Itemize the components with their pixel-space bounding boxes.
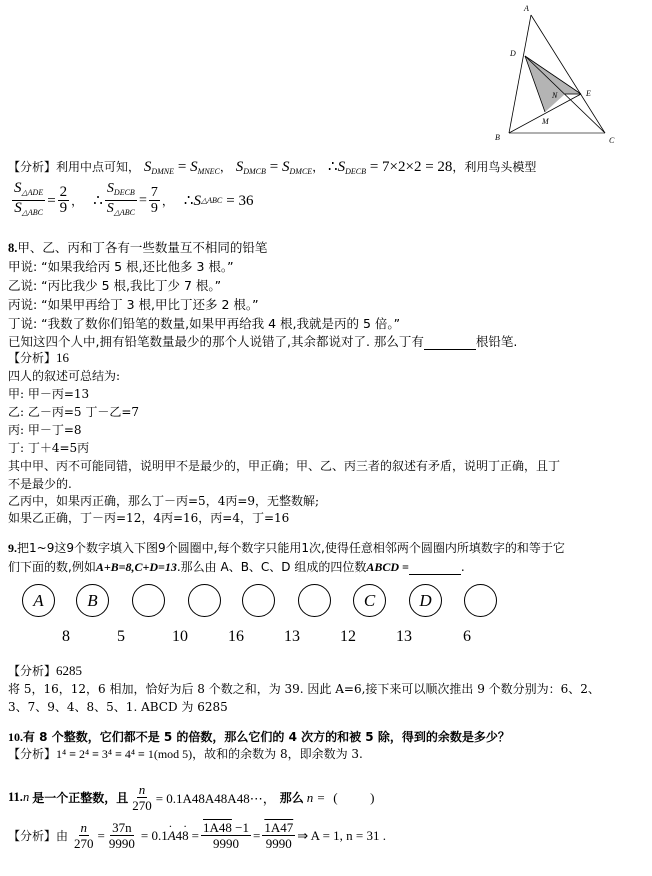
analysis-text: 由	[56, 828, 69, 843]
question-number: 10.	[8, 730, 23, 744]
equals: =	[253, 827, 261, 843]
area-symbol: S	[106, 181, 114, 196]
answer-blank[interactable]	[409, 562, 461, 575]
fraction-2-9	[58, 185, 70, 216]
numerator: n	[80, 820, 88, 835]
question-text-end: 根铅笔.	[475, 334, 518, 349]
decimal-prefix: = 0.1	[140, 827, 168, 843]
answer-parentheses[interactable]: ( )	[333, 789, 375, 805]
area-symbol: S	[190, 159, 198, 175]
fraction-37n-9990	[107, 820, 137, 851]
label-e: E	[586, 89, 591, 98]
subscript-dmcb: DMCB	[243, 167, 266, 176]
q8-statement-1: 甲说: “如果我给丙 5 根,还比他多 3 根。”	[8, 259, 234, 274]
analysis-tag: 【分析】	[8, 664, 57, 678]
question-number: 8.	[8, 241, 18, 255]
circle-2: B	[76, 584, 109, 617]
q8-analysis-line: 四人的叙述可总结为:	[8, 369, 121, 383]
analysis-result: ⇒ A = 1, n = 31 .	[297, 827, 386, 843]
subscript-abc: △ABC	[21, 208, 43, 217]
therefore-symbol: ∴	[93, 192, 103, 209]
label-a: A	[524, 4, 529, 13]
separator: ，	[71, 193, 84, 208]
ratio-fraction-decb-abc	[105, 181, 137, 220]
question-text: 有 8 个整数，它们都不是 5 的倍数，那么它们的 4 次方的和被 5 除，得到的余数是多少？	[23, 730, 510, 744]
answer-blank[interactable]	[424, 337, 476, 350]
fraction-n-270	[130, 782, 154, 813]
area-symbol: S	[282, 159, 290, 175]
question-number: 11.	[8, 790, 23, 804]
triangle-figure	[480, 0, 652, 150]
analysis-answer: 6285	[56, 663, 83, 678]
q8-analysis-line: 甲: 甲－丙=13	[8, 387, 90, 401]
fraction-n-270	[72, 820, 96, 851]
q11-question	[8, 782, 374, 813]
subscript-abc: △ABC	[200, 195, 223, 205]
q8-title	[8, 240, 267, 256]
q9-analysis-header	[8, 664, 82, 678]
overlined-number: 1A47	[264, 820, 294, 835]
q8-statement-2: 乙说: “丙比我少 5 根,我比丁少 7 根。”	[8, 278, 222, 293]
circle-5	[242, 584, 275, 617]
denominator: 9990	[265, 836, 292, 851]
q8-analysis-line: 乙丙中，如果丙正确，那么丁－丙=5，4丙=9，无整数解;	[8, 494, 320, 508]
minus-one: −1	[231, 820, 249, 835]
subscript-dmne: DMNE	[151, 167, 175, 176]
equals: =	[139, 192, 147, 208]
n-equals: n =	[306, 789, 326, 805]
q9-analysis-line: 将 5，16，12，6 相加，恰好为后 8 个数之和，为 39. 因此 A=6,接下来可以顺次推出 9 个数分别为：6、2、	[8, 682, 600, 696]
separator: ，	[219, 160, 232, 174]
segment-dc	[525, 56, 605, 133]
q7-analysis-line1	[8, 160, 536, 179]
q8-analysis-line: 不是最少的.	[8, 477, 72, 491]
congruence-formula: 1⁴ ≡ 2⁴ ≡ 3⁴ ≡ 4⁴ ≡ 1(mod 5)	[56, 747, 193, 761]
equals: =	[191, 827, 200, 843]
circle-7: C	[353, 584, 386, 617]
question-number: 9.	[8, 541, 17, 555]
q7-analysis-line2	[10, 181, 253, 220]
sum-label: 13	[396, 628, 412, 645]
analysis-tag: 【分析】	[8, 160, 57, 174]
analysis-text: ，故和的余数为 8，即余数为 3.	[192, 747, 363, 761]
question-text: 是一个正整数，且	[32, 790, 129, 805]
subscript-mnec: MNEC	[197, 167, 220, 176]
q8-analysis-line: 其中甲、丙不可能同错，说明甲不是最少的，甲正确；甲、乙、丙三者的叙述有矛盾，说明丁正确，且丁	[8, 459, 561, 473]
label-d: D	[510, 49, 516, 58]
q9-line2	[8, 559, 465, 575]
numerator: 2	[59, 184, 68, 200]
analysis-tag: 【分析】	[8, 747, 57, 761]
analysis-answer: 16	[56, 350, 70, 365]
therefore-symbol: ∴	[183, 192, 194, 209]
subscript-decb: DECB	[113, 188, 135, 197]
question-text: 已知这四个人中,拥有铅笔数量最少的那个人说错了,其余都说对了. 那么丁有	[8, 334, 424, 349]
denominator: 270	[132, 798, 152, 813]
repeating-decimal	[141, 828, 189, 844]
abcd-label: ABCD =	[366, 560, 409, 574]
numerator: 37n	[112, 820, 132, 835]
subscript-decb: DECB	[345, 167, 366, 176]
sum-label: 12	[340, 628, 356, 645]
numerator: 7	[150, 185, 158, 200]
fraction-7-9	[149, 185, 160, 216]
variable-n: n	[22, 790, 30, 804]
denominator: 9	[59, 200, 68, 216]
analysis-tag: 【分析】	[8, 828, 57, 843]
denominator: 270	[74, 836, 94, 851]
separator: ，	[312, 160, 325, 174]
sum-label: 10	[172, 628, 188, 645]
equals: =	[177, 159, 187, 175]
q8-analysis-line: 丁: 丁＋4=5丙	[8, 441, 90, 455]
subscript-ade: △ADE	[21, 188, 44, 197]
equals: =	[97, 827, 105, 843]
denominator: 9990	[108, 836, 135, 851]
circle-3	[132, 584, 165, 617]
question-text: 们下面的数,例如	[8, 560, 96, 574]
analysis-text: 利用中点可知，	[56, 160, 141, 174]
decimal-digit-8: · 8	[182, 828, 189, 843]
subscript-dmce: DMCE	[289, 167, 313, 176]
denominator: 9	[150, 201, 158, 216]
decimal-digit-a: · A	[168, 828, 176, 843]
q8-analysis-line: 如果乙正确，丁－丙=12，4丙=16，丙=4，丁=16	[8, 511, 290, 525]
area-symbol: S	[193, 192, 201, 209]
area-symbol: S	[14, 180, 22, 196]
q8-analysis-header	[8, 351, 69, 365]
fraction-1a47	[262, 820, 295, 851]
q10-analysis	[8, 747, 363, 761]
sum-label: 5	[117, 628, 125, 645]
area-symbol: S	[14, 200, 22, 216]
question-text-tail: 那么	[279, 790, 304, 805]
fraction-1a48-minus-1	[201, 820, 251, 851]
overlined-number: 1A48	[203, 820, 232, 835]
question-text: 把1~9这9个数字填入下图9个圆圈中,每个数字只能用1次,使得任意相邻两个圆圈内所填数字的和等于它	[17, 541, 565, 555]
equals: =	[269, 159, 279, 175]
q8-analysis-line: 丙: 甲－丁=8	[8, 423, 82, 437]
question-text: 甲、乙、丙和丁各有一些数量互不相同的铅笔	[17, 240, 268, 255]
q8-statement-4: 丁说: “我数了数你们铅笔的数量,如果甲再给我 4 根,我就是丙的 5 倍。”	[8, 316, 401, 331]
decimal-digit-4: 4	[175, 827, 183, 843]
q8-analysis-line: 乙: 乙－丙=5 丁－乙=7	[8, 405, 140, 419]
equals: =	[47, 192, 56, 209]
analysis-tag: 【分析】	[8, 351, 57, 365]
circle-1: A	[22, 584, 55, 617]
analysis-text-tail: ，利用鸟头模型	[452, 160, 537, 174]
q8-question	[8, 334, 517, 350]
sum-label: 13	[284, 628, 300, 645]
denominator: 9990	[213, 836, 239, 851]
label-m: M	[542, 117, 549, 126]
area-symbol: S	[235, 159, 244, 175]
therefore-symbol: ∴	[328, 159, 338, 175]
circle-6	[298, 584, 331, 617]
sum-label: 6	[463, 628, 471, 645]
area-result: = 36	[226, 192, 254, 209]
area-symbol: S	[337, 159, 346, 175]
q8-statement-3: 丙说: “如果甲再给丁 3 根,甲比丁还多 2 根。”	[8, 297, 259, 312]
sum-label: 16	[228, 628, 244, 645]
sum-label: 8	[62, 628, 70, 645]
subscript-abc: △ABC	[113, 208, 135, 217]
separator: ，	[161, 193, 174, 208]
ratio-fraction-ade-abc	[12, 181, 45, 220]
label-c: C	[609, 136, 615, 145]
circle-4	[188, 584, 221, 617]
label-b: B	[495, 133, 500, 142]
period: .	[460, 560, 465, 574]
q9-analysis-line: 3、7、9、4、8、5、1. ABCD 为 6285	[8, 700, 228, 714]
example-equation: A+B=8,C+D=13	[95, 560, 177, 574]
circle-9	[464, 584, 497, 617]
q10-title	[8, 729, 510, 745]
area-symbol: S	[143, 159, 152, 175]
q9-line1	[8, 540, 565, 556]
repeating-decimal: = 0.1A48A48A48⋯，	[155, 791, 276, 806]
circle-8: D	[409, 584, 442, 617]
q11-analysis	[8, 820, 386, 851]
area-calc: = 7×2×2 = 28	[369, 159, 453, 175]
numerator: n	[138, 782, 146, 797]
side-ab	[509, 15, 531, 133]
label-n: N	[552, 91, 558, 100]
question-text-mid: .那么由 A、B、C、D 组成的四位数	[176, 560, 367, 574]
area-symbol: S	[106, 201, 114, 216]
